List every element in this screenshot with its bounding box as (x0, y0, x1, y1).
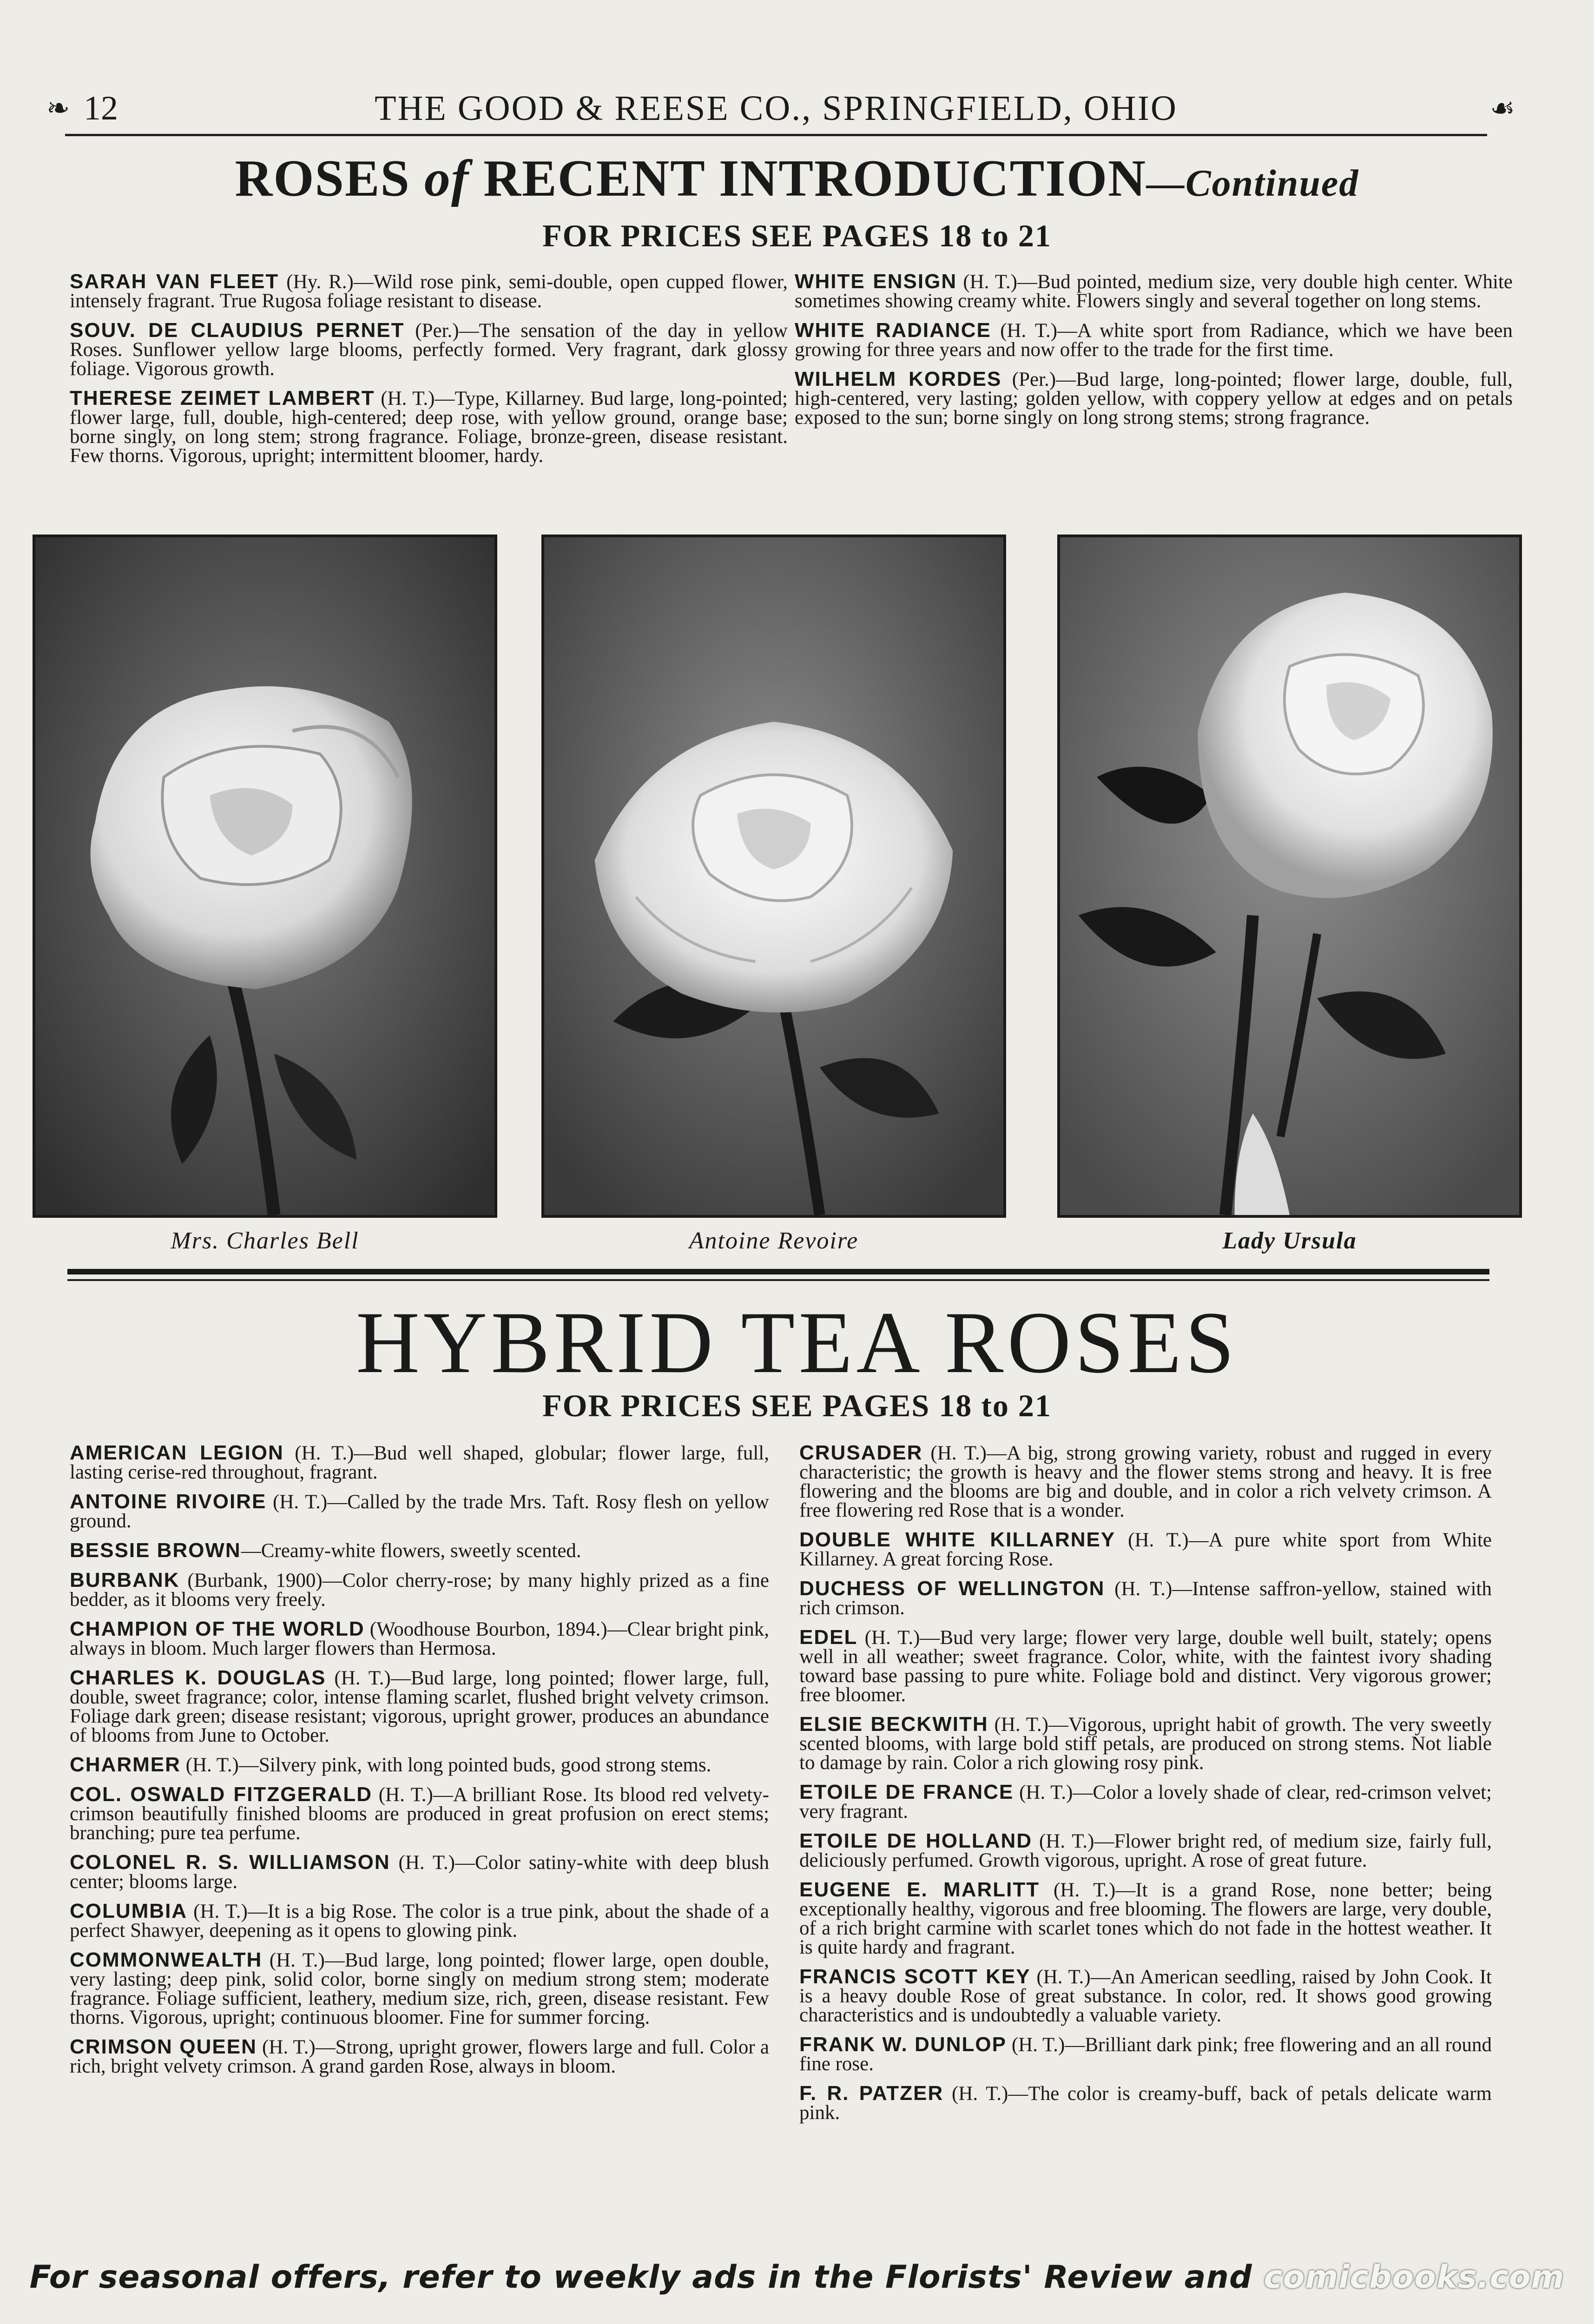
rose-description: (H. T.)—Brilliant dark pink; free flowering and an all round fine rose. (799, 2034, 1492, 2075)
rose-name: CHAMPION OF THE WORLD (70, 1618, 365, 1640)
rose-name: ETOILE DE HOLLAND (799, 1829, 1033, 1852)
title-part-a: ROSES (235, 150, 424, 207)
rose-name: ETOILE DE FRANCE (799, 1781, 1014, 1803)
rose-entry (799, 2084, 1492, 2122)
rose-name: CHARLES K. DOUGLAS (70, 1666, 326, 1689)
rose-description: (H. T.)—A brilliant Rose. Its blood red velvety-crimson beautifully finished blooms are produced in great profusion on erect stems; branching; pure tea perfume. (70, 1784, 769, 1844)
rose-name: SARAH VAN FLEET (70, 270, 279, 293)
rose-name: COL. OSWALD FITZGERALD (70, 1783, 373, 1806)
rose-name: FRANCIS SCOTT KEY (799, 1965, 1031, 1988)
rose-name: WHITE RADIANCE (795, 319, 991, 342)
section-divider (67, 1269, 1489, 1274)
footer-text: For seasonal offers, refer to weekly ads in the Florists' Review and (29, 2259, 1264, 2296)
rose-entry (70, 1571, 769, 1609)
hybrid-left-column (70, 1443, 769, 2086)
photo-mrs-charles-bell (33, 535, 497, 1218)
rose-name: CRUSADER (799, 1441, 923, 1464)
rose-description: (H. T.)—An American seedling, raised by John Cook. It is a heavy double Rose of great substance. In color, red. It shows good growing characteristics and is undoubtedly a valuable variety. (799, 1966, 1492, 2026)
rose-entry (795, 370, 1513, 427)
rose-description: (H. T.)—The color is creamy-buff, back of petals delicate warm pink. (799, 2083, 1492, 2124)
caption-photo-2: Antoine Revoire (689, 1228, 859, 1254)
rose-name: DOUBLE WHITE KILLARNEY (799, 1528, 1116, 1551)
rose-entry (70, 1901, 769, 1940)
rose-entry (70, 1492, 769, 1531)
rose-entry (70, 389, 788, 465)
section-title-hybrid-tea: HYBRID TEA ROSES (356, 1294, 1238, 1392)
rose-name: COLUMBIA (70, 1900, 188, 1922)
rose-name: COMMONWEALTH (70, 1948, 263, 1971)
rose-name: EDEL (799, 1626, 858, 1649)
rose-entry (799, 1783, 1492, 1821)
recent-left-column (70, 272, 788, 475)
photo-lady-ursula (1057, 535, 1522, 1218)
caption-photo-1: Mrs. Charles Bell (171, 1228, 359, 1254)
rose-name: BESSIE BROWN (70, 1539, 241, 1562)
title-part-b: RECENT INTRODUCTION (469, 150, 1146, 207)
rose-description: —Creamy-white flowers, sweetly scented. (241, 1540, 581, 1562)
rose-description: (H. T.)—Color a lovely shade of clear, red-crimson velvet; very fragrant. (799, 1782, 1492, 1822)
running-header (46, 83, 1515, 136)
rose-entry (70, 1668, 769, 1745)
hybrid-right-column (799, 1443, 1492, 2133)
rose-description: (Burbank, 1900)—Color cherry-rose; by many highly prized as a fine bedder, as it blooms very freely. (70, 1570, 769, 1611)
rose-name: FRANK W. DUNLOP (799, 2033, 1007, 2056)
rose-photo-icon (1060, 537, 1519, 1215)
rose-description: (H. T.)—It is a big Rose. The color is a true pink, about the shade of a perfect Shawyer, deepening as it opens to glowing pink. (70, 1901, 769, 1941)
rose-entry (799, 1443, 1492, 1520)
rose-description: (H. T.)—Bud large, long pointed; flower large, full, double, sweet fragrance; color, intense flaming scarlet, flushed bright velvety crimson. Foliage dark green; disease resistant; vigorous, upright grower, produces an abundance of blooms from June to October. (70, 1667, 770, 1746)
rose-description: (H. T.)—A big, strong growing variety, robust and rugged in every characteristic; the growth is heavy and the flower stems strong and heavy. It is free flowering and the blooms are big and double, and in color a rich velvety crimson. A free flowering red Rose that is a wonder. (799, 1442, 1492, 1521)
rose-entry (70, 1755, 769, 1775)
rose-description: (H. T.)—Strong, upright grower, flowers large and full. Color a rich, bright velvety crimson. A grand garden Rose, always in bloom. (70, 2036, 769, 2077)
rose-entry (70, 1853, 769, 1891)
rose-description: (H. T.)—Bud well shaped, globular; flower large, full, lasting cerise-red throughout, fragrant. (70, 1442, 770, 1483)
rose-description: (Hy. R.)—Wild rose pink, semi-double, open cupped flower, intensely fragrant. True Rugosa foliage resistant to disease. (70, 271, 788, 312)
rose-name: COLONEL R. S. WILLIAMSON (70, 1851, 390, 1874)
rose-name: EUGENE E. MARLITT (799, 1878, 1040, 1901)
rose-entry (799, 1967, 1492, 2025)
rose-name: F. R. PATZER (799, 2082, 944, 2105)
rose-entry (799, 1628, 1492, 1704)
section-title-recent (0, 149, 1594, 209)
page-number: 12 (84, 89, 118, 127)
rose-photo-icon (544, 537, 1003, 1215)
title-continued: —Continued (1146, 162, 1359, 204)
rose-description: (H. T.)—Called by the trade Mrs. Taft. Rosy flesh on yellow ground. (70, 1491, 769, 1532)
rose-entry (795, 272, 1513, 310)
rose-photo-icon (35, 537, 494, 1215)
rose-description: (H. T.)—Silvery pink, with long pointed buds, good strong stems. (180, 1754, 711, 1776)
publisher-line: THE GOOD & REESE CO., SPRINGFIELD, OHIO (375, 88, 1178, 128)
rose-entry (70, 1443, 769, 1482)
recent-right-column (795, 272, 1513, 437)
rose-name: ANTOINE RIVOIRE (70, 1490, 267, 1513)
rose-description: (H. T.)—Bud large, long pointed; flower large, open double, very lasting; deep pink, solid color, borne singly on medium strong stem; moderate fragrance. Foliage sufficient, leathery, medium size, rich, green, disease resistant. Few thorns. Vigorous, upright; continuous bloomer. Fine for summer forcing. (70, 1949, 769, 2028)
rose-description: (H. T.)—Color satiny-white with deep blush center; blooms large. (70, 1852, 769, 1893)
rose-name: DUCHESS OF WELLINGTON (799, 1577, 1105, 1600)
rose-name: WHITE ENSIGN (795, 270, 957, 293)
rose-entry (799, 2035, 1492, 2073)
rose-entry (70, 1950, 769, 2027)
rose-name: ELSIE BECKWITH (799, 1713, 988, 1736)
rose-name: WILHELM KORDES (795, 368, 1002, 390)
rose-description: (H. T.)—Type, Killarney. Bud large, long-pointed; flower large, full, double, high-centered; deep rose, with yellow ground, orange base; borne singly, on long stem; strong fragrance. Foliage, bronze-green, disease resistant. Few thorns. Vigorous, upright; intermittent bloomer, hardy. (70, 388, 788, 467)
ornament-left-icon: ❧ (46, 93, 70, 124)
photo-antoine-revoire (541, 535, 1006, 1218)
rose-entry (70, 1541, 769, 1560)
rose-description: (Per.)—The sensation of the day in yellow Roses. Sunflower yellow large blooms, perfectly formed. Very fragrant, dark glossy foliage. Vigorous growth. (70, 320, 788, 380)
rose-entry (70, 1785, 769, 1842)
title-part-of: of (424, 150, 470, 207)
rose-description: (H. T.)—Intense saffron-yellow, stained with rich crimson. (799, 1578, 1492, 1619)
rose-name: SOUV. DE CLAUDIUS PERNET (70, 319, 405, 342)
rose-name: CRIMSON QUEEN (70, 2035, 257, 2058)
rose-entry (70, 2037, 769, 2076)
rose-entry (799, 1880, 1492, 1957)
watermark: comicbooks.com (1264, 2259, 1565, 2296)
rose-description: (H. T.)—Vigorous, upright habit of growth. The very sweetly scented blooms, with large bold stiff petals, are produced on strong stems. Not liable to damage by rain. Color a rich glowing rosy pink. (799, 1714, 1492, 1774)
rose-name: THERESE ZEIMET LAMBERT (70, 387, 375, 409)
prices-note-2: FOR PRICES SEE PAGES 18 to 21 (542, 1388, 1052, 1423)
rose-description: (H. T.)—Bud very large; flower very large, double well built, stately; opens well in all weather; sweet fragrance. Color, white, with the faintest ivory shading toward base passing to pure white. Foliage bold and distinct. Very vigorous grower; free bloomer. (799, 1627, 1492, 1706)
rose-entry (795, 321, 1513, 359)
section-divider-thin (67, 1279, 1489, 1281)
rose-name: CHARMER (70, 1753, 181, 1776)
rose-entry (799, 1579, 1492, 1618)
rose-entry (799, 1530, 1492, 1569)
rose-description: (H. T.)—Flower bright red, of medium size, fairly full, deliciously perfumed. Growth vigorous, upright. A rose of great future. (799, 1830, 1492, 1871)
prices-note-1: FOR PRICES SEE PAGES 18 to 21 (542, 218, 1052, 253)
rose-name: BURBANK (70, 1569, 180, 1591)
rose-entry (799, 1831, 1492, 1870)
rose-description: (Woodhouse Bourbon, 1894.)—Clear bright pink, always in bloom. Much larger flowers than Hermosa. (70, 1618, 769, 1659)
rose-description: (H. T.)—A pure white sport from White Killarney. A great forcing Rose. (799, 1529, 1492, 1570)
rose-description: (Per.)—Bud large, long-pointed; flower large, double, full, high-centered, very lasting; golden yellow, with coppery yellow at edges and on petals exposed to the sun; borne singly on long strong stems; strong fragrance. (795, 369, 1513, 429)
ornament-right-icon: ☙ (1490, 93, 1515, 124)
rose-description: (H. T.)—A white sport from Radiance, which we have been growing for three years and now offer to the trade for the first time. (795, 320, 1513, 361)
rose-entry (70, 1619, 769, 1658)
rose-entry (70, 272, 788, 310)
rose-description: (H. T.)—Bud pointed, medium size, very double high center. White sometimes showing creamy white. Flowers singly and several together on long stems. (795, 271, 1513, 312)
rose-name: AMERICAN LEGION (70, 1441, 284, 1464)
rose-entry (799, 1715, 1492, 1772)
rose-entry (70, 321, 788, 378)
caption-photo-3: Lady Ursula (1222, 1228, 1357, 1254)
footer-note (0, 2259, 1594, 2296)
rose-description: (H. T.)—It is a grand Rose, none better; being exceptionally healthy, vigorous and free blooming. The flowers are large, very double, of a rich bright carmine with scarlet tones which do not fade in the hottest weather. It is quite hardy and fragrant. (799, 1879, 1492, 1958)
